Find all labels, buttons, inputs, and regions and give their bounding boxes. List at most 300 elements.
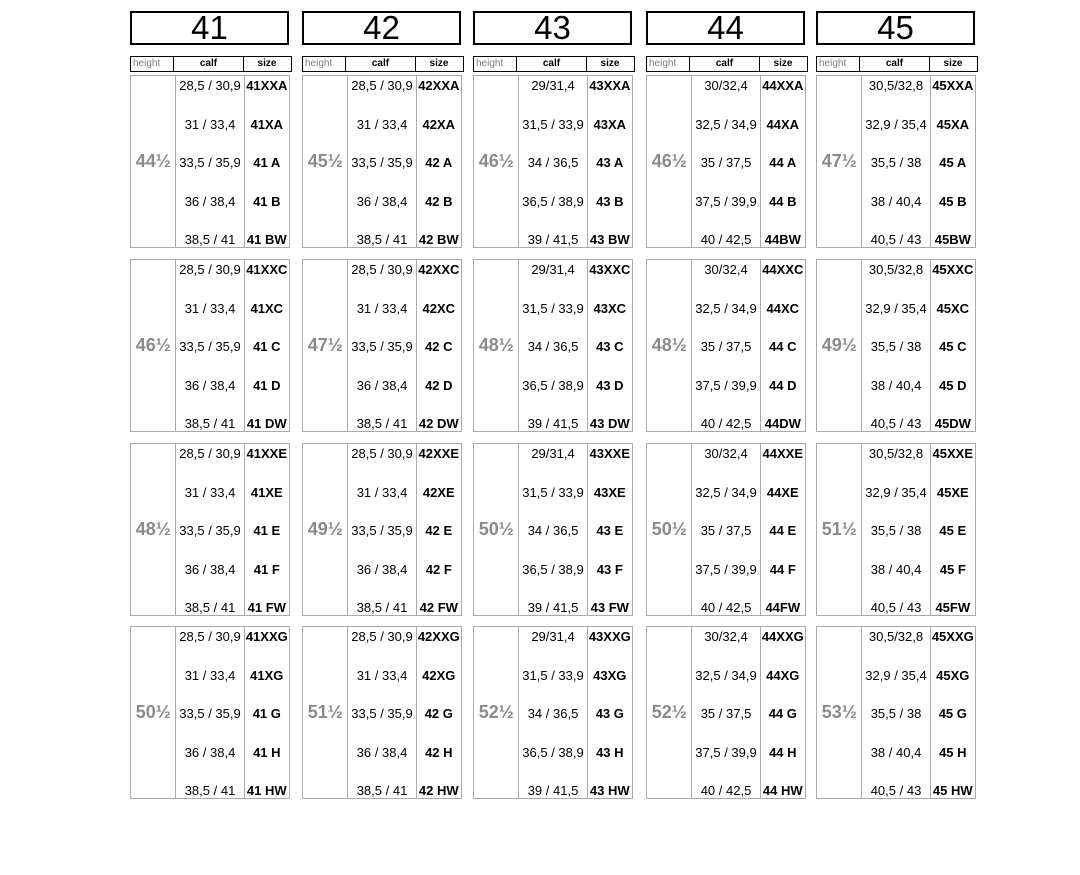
calf-column bbox=[176, 76, 244, 247]
height-value: 47½ bbox=[303, 260, 348, 431]
calf-column bbox=[692, 260, 760, 431]
calf-column bbox=[862, 260, 930, 431]
calf-column bbox=[176, 627, 244, 798]
column-header bbox=[646, 56, 808, 72]
size-code: 43XXE bbox=[589, 446, 631, 461]
size-code: 44XE bbox=[766, 485, 799, 500]
calf-range: 36 / 38,4 bbox=[356, 378, 408, 393]
size-code: 43 F bbox=[596, 562, 623, 577]
size-code: 44 G bbox=[768, 706, 797, 721]
size-code: 44XXG bbox=[761, 629, 804, 644]
calf-range: 31 / 33,4 bbox=[356, 668, 408, 683]
size-code: 43 B bbox=[596, 194, 624, 209]
height-value: 45½ bbox=[303, 76, 348, 247]
size-code: 42XE bbox=[422, 485, 455, 500]
calf-range: 38,5 / 41 bbox=[184, 416, 236, 431]
calf-range: 29/31,4 bbox=[531, 78, 575, 93]
calf-range: 36 / 38,4 bbox=[356, 194, 408, 209]
size-block bbox=[816, 75, 976, 248]
size-code-column bbox=[931, 444, 975, 615]
calf-range: 30/32,4 bbox=[704, 78, 748, 93]
calf-range: 33,5 / 35,9 bbox=[179, 339, 241, 354]
size-code: 43XE bbox=[593, 485, 626, 500]
size-code: 41 E bbox=[253, 523, 281, 538]
size-code: 42 F bbox=[425, 562, 452, 577]
size-code: 44 H bbox=[769, 745, 797, 760]
calf-range: 33,5 / 35,9 bbox=[351, 523, 413, 538]
calf-column bbox=[692, 627, 760, 798]
size-code: 41 C bbox=[253, 339, 281, 354]
column-title: 41 bbox=[130, 11, 289, 45]
size-code: 44XA bbox=[766, 117, 800, 132]
calf-range: 39 / 41,5 bbox=[527, 783, 579, 798]
size-code: 45XA bbox=[936, 117, 970, 132]
calf-column bbox=[862, 76, 930, 247]
calf-range: 30,5/32,8 bbox=[868, 262, 924, 277]
header-calf: calf bbox=[174, 57, 244, 71]
size-code-column bbox=[245, 627, 289, 798]
size-code: 44XXC bbox=[762, 262, 804, 277]
calf-range: 31 / 33,4 bbox=[356, 301, 408, 316]
size-code: 41XXA bbox=[246, 78, 288, 93]
size-code: 45XG bbox=[936, 668, 970, 683]
calf-range: 31 / 33,4 bbox=[184, 301, 236, 316]
size-code: 45XXE bbox=[932, 446, 974, 461]
header-calf: calf bbox=[346, 57, 416, 71]
calf-range: 28,5 / 30,9 bbox=[179, 446, 241, 461]
calf-range: 32,5 / 34,9 bbox=[695, 485, 757, 500]
column-header bbox=[473, 56, 635, 72]
calf-range: 38,5 / 41 bbox=[356, 416, 408, 431]
calf-range: 38,5 / 41 bbox=[184, 232, 236, 247]
size-code: 45 F bbox=[939, 562, 966, 577]
calf-range: 33,5 / 35,9 bbox=[179, 155, 241, 170]
size-code-column bbox=[931, 260, 975, 431]
calf-range: 33,5 / 35,9 bbox=[351, 706, 413, 721]
size-code: 45 C bbox=[939, 339, 967, 354]
column-title: 45 bbox=[816, 11, 975, 45]
size-code: 43XG bbox=[593, 668, 627, 683]
calf-range: 36 / 38,4 bbox=[356, 745, 408, 760]
size-block bbox=[130, 443, 290, 616]
calf-range: 35,5 / 38 bbox=[870, 339, 922, 354]
calf-range: 31,5 / 33,9 bbox=[522, 301, 584, 316]
calf-range: 35 / 37,5 bbox=[700, 523, 752, 538]
calf-range: 40 / 42,5 bbox=[700, 783, 752, 798]
calf-range: 37,5 / 39,9 bbox=[695, 745, 757, 760]
size-code: 43XXA bbox=[589, 78, 631, 93]
calf-range: 36 / 38,4 bbox=[184, 378, 236, 393]
calf-range: 36 / 38,4 bbox=[356, 562, 408, 577]
calf-range: 31,5 / 33,9 bbox=[522, 668, 584, 683]
calf-column bbox=[348, 627, 416, 798]
size-block bbox=[473, 75, 633, 248]
size-code-column bbox=[245, 76, 289, 247]
calf-range: 35 / 37,5 bbox=[700, 706, 752, 721]
header-size: size bbox=[429, 58, 449, 69]
calf-column bbox=[692, 76, 760, 247]
size-code-column bbox=[761, 627, 805, 798]
calf-range: 38,5 / 41 bbox=[356, 783, 408, 798]
height-value: 50½ bbox=[474, 444, 519, 615]
size-code: 42XXA bbox=[418, 78, 460, 93]
size-code: 41XA bbox=[250, 117, 284, 132]
size-block bbox=[816, 443, 976, 616]
calf-range: 32,9 / 35,4 bbox=[865, 117, 927, 132]
size-block bbox=[816, 259, 976, 432]
calf-range: 38,5 / 41 bbox=[184, 600, 236, 615]
calf-range: 38,5 / 41 bbox=[356, 232, 408, 247]
height-value: 46½ bbox=[647, 76, 692, 247]
size-code: 41XC bbox=[250, 301, 284, 316]
height-value: 48½ bbox=[474, 260, 519, 431]
size-code: 41 H bbox=[253, 745, 281, 760]
calf-range: 36,5 / 38,9 bbox=[522, 562, 584, 577]
calf-range: 29/31,4 bbox=[531, 629, 575, 644]
size-code: 41 F bbox=[253, 562, 280, 577]
height-value: 51½ bbox=[303, 627, 348, 798]
size-code: 42XG bbox=[422, 668, 456, 683]
calf-range: 28,5 / 30,9 bbox=[351, 629, 413, 644]
calf-range: 38 / 40,4 bbox=[870, 194, 922, 209]
size-block bbox=[302, 75, 462, 248]
header-height: height bbox=[303, 57, 346, 71]
calf-range: 33,5 / 35,9 bbox=[179, 523, 241, 538]
calf-range: 35 / 37,5 bbox=[700, 339, 752, 354]
size-code-column bbox=[931, 76, 975, 247]
size-code: 45XXC bbox=[932, 262, 974, 277]
calf-range: 31 / 33,4 bbox=[356, 485, 408, 500]
calf-range: 40 / 42,5 bbox=[700, 600, 752, 615]
calf-range: 31,5 / 33,9 bbox=[522, 485, 584, 500]
calf-range: 32,9 / 35,4 bbox=[865, 668, 927, 683]
size-code-column bbox=[417, 76, 461, 247]
calf-range: 32,5 / 34,9 bbox=[695, 301, 757, 316]
calf-range: 34 / 36,5 bbox=[527, 155, 579, 170]
calf-column bbox=[348, 444, 416, 615]
calf-range: 31 / 33,4 bbox=[184, 117, 236, 132]
header-height: height bbox=[647, 57, 690, 71]
size-code-column bbox=[417, 627, 461, 798]
size-code: 41XXG bbox=[245, 629, 288, 644]
size-code: 43 BW bbox=[589, 232, 630, 247]
calf-column bbox=[519, 260, 587, 431]
size-code-column bbox=[588, 76, 632, 247]
size-code: 45 B bbox=[939, 194, 967, 209]
size-code: 42 H bbox=[425, 745, 453, 760]
size-code: 43XA bbox=[593, 117, 627, 132]
calf-range: 30/32,4 bbox=[704, 446, 748, 461]
header-size: size bbox=[943, 58, 963, 69]
size-code: 41 B bbox=[253, 194, 281, 209]
size-code: 45 D bbox=[939, 378, 967, 393]
size-code-column bbox=[761, 76, 805, 247]
size-code: 43 E bbox=[596, 523, 624, 538]
height-value: 44½ bbox=[131, 76, 176, 247]
calf-range: 35,5 / 38 bbox=[870, 523, 922, 538]
calf-range: 34 / 36,5 bbox=[527, 339, 579, 354]
size-block bbox=[302, 626, 462, 799]
calf-range: 29/31,4 bbox=[531, 446, 575, 461]
calf-range: 38 / 40,4 bbox=[870, 378, 922, 393]
size-code: 44 C bbox=[769, 339, 797, 354]
size-code: 43XC bbox=[593, 301, 627, 316]
calf-range: 38 / 40,4 bbox=[870, 745, 922, 760]
size-code: 41XXC bbox=[246, 262, 288, 277]
size-code: 44XXE bbox=[762, 446, 804, 461]
column-title: 44 bbox=[646, 11, 805, 45]
size-code: 43 H bbox=[596, 745, 624, 760]
calf-range: 30/32,4 bbox=[704, 262, 748, 277]
size-code: 43XXG bbox=[588, 629, 631, 644]
size-code-column bbox=[931, 627, 975, 798]
header-calf: calf bbox=[860, 57, 930, 71]
calf-range: 31 / 33,4 bbox=[356, 117, 408, 132]
calf-range: 36,5 / 38,9 bbox=[522, 194, 584, 209]
size-block bbox=[646, 443, 806, 616]
size-code: 41XE bbox=[250, 485, 283, 500]
size-code: 44BW bbox=[764, 232, 801, 247]
size-code-column bbox=[588, 260, 632, 431]
calf-range: 40 / 42,5 bbox=[700, 416, 752, 431]
size-code: 44 F bbox=[769, 562, 796, 577]
size-code: 45 E bbox=[939, 523, 967, 538]
calf-column bbox=[862, 444, 930, 615]
calf-range: 36,5 / 38,9 bbox=[522, 745, 584, 760]
height-value: 48½ bbox=[131, 444, 176, 615]
height-value: 52½ bbox=[474, 627, 519, 798]
calf-range: 31 / 33,4 bbox=[184, 485, 236, 500]
height-value: 48½ bbox=[647, 260, 692, 431]
calf-range: 40,5 / 43 bbox=[870, 783, 922, 798]
size-code: 42 A bbox=[425, 155, 453, 170]
header-height: height bbox=[474, 57, 517, 71]
size-block bbox=[130, 259, 290, 432]
size-code-column bbox=[417, 260, 461, 431]
calf-range: 37,5 / 39,9 bbox=[695, 562, 757, 577]
size-code: 42 G bbox=[424, 706, 453, 721]
size-block bbox=[473, 626, 633, 799]
calf-range: 36 / 38,4 bbox=[184, 194, 236, 209]
size-block bbox=[646, 259, 806, 432]
size-code: 42XXG bbox=[417, 629, 460, 644]
calf-range: 34 / 36,5 bbox=[527, 523, 579, 538]
calf-range: 29/31,4 bbox=[531, 262, 575, 277]
size-code: 44XXA bbox=[762, 78, 804, 93]
size-code-column bbox=[761, 444, 805, 615]
calf-column bbox=[176, 260, 244, 431]
size-code: 44 E bbox=[769, 523, 797, 538]
size-code-column bbox=[761, 260, 805, 431]
height-value: 49½ bbox=[303, 444, 348, 615]
size-code: 43 G bbox=[595, 706, 624, 721]
size-code: 45XC bbox=[936, 301, 970, 316]
size-code: 42 BW bbox=[418, 232, 459, 247]
size-code: 42 HW bbox=[418, 783, 459, 798]
calf-range: 40,5 / 43 bbox=[870, 600, 922, 615]
size-code: 42XXE bbox=[418, 446, 460, 461]
size-block bbox=[130, 75, 290, 248]
height-value: 47½ bbox=[817, 76, 862, 247]
size-code: 41 D bbox=[253, 378, 281, 393]
calf-range: 28,5 / 30,9 bbox=[179, 262, 241, 277]
height-value: 52½ bbox=[647, 627, 692, 798]
calf-column bbox=[348, 260, 416, 431]
calf-column bbox=[862, 627, 930, 798]
size-code: 45XXA bbox=[932, 78, 974, 93]
size-code: 43 FW bbox=[590, 600, 629, 615]
height-value: 46½ bbox=[474, 76, 519, 247]
size-code: 45XE bbox=[936, 485, 969, 500]
calf-range: 38,5 / 41 bbox=[184, 783, 236, 798]
header-height: height bbox=[131, 57, 174, 71]
calf-column bbox=[692, 444, 760, 615]
height-value: 53½ bbox=[817, 627, 862, 798]
calf-range: 28,5 / 30,9 bbox=[351, 78, 413, 93]
size-code: 44 D bbox=[769, 378, 797, 393]
calf-range: 32,5 / 34,9 bbox=[695, 668, 757, 683]
calf-range: 28,5 / 30,9 bbox=[351, 446, 413, 461]
size-code: 42 B bbox=[425, 194, 453, 209]
calf-range: 38 / 40,4 bbox=[870, 562, 922, 577]
size-code: 45FW bbox=[935, 600, 971, 615]
calf-range: 37,5 / 39,9 bbox=[695, 194, 757, 209]
size-block bbox=[302, 443, 462, 616]
calf-range: 39 / 41,5 bbox=[527, 416, 579, 431]
size-block bbox=[473, 259, 633, 432]
calf-range: 35,5 / 38 bbox=[870, 706, 922, 721]
size-code: 44 A bbox=[769, 155, 797, 170]
size-block bbox=[816, 626, 976, 799]
calf-range: 32,9 / 35,4 bbox=[865, 485, 927, 500]
calf-column bbox=[176, 444, 244, 615]
size-code: 41XG bbox=[250, 668, 284, 683]
size-code: 41 BW bbox=[246, 232, 287, 247]
calf-range: 30/32,4 bbox=[704, 629, 748, 644]
height-value: 46½ bbox=[131, 260, 176, 431]
size-code: 41 G bbox=[252, 706, 281, 721]
calf-range: 32,5 / 34,9 bbox=[695, 117, 757, 132]
size-code: 45 A bbox=[939, 155, 967, 170]
calf-range: 38,5 / 41 bbox=[356, 600, 408, 615]
size-code-column bbox=[245, 260, 289, 431]
size-code: 44 B bbox=[769, 194, 797, 209]
calf-range: 40 / 42,5 bbox=[700, 232, 752, 247]
header-size: size bbox=[257, 58, 277, 69]
size-code: 42 DW bbox=[418, 416, 459, 431]
size-code: 44FW bbox=[765, 600, 801, 615]
size-code: 44 HW bbox=[762, 783, 803, 798]
height-value: 50½ bbox=[131, 627, 176, 798]
calf-range: 31,5 / 33,9 bbox=[522, 117, 584, 132]
size-block bbox=[646, 75, 806, 248]
size-code: 42 E bbox=[425, 523, 453, 538]
height-value: 49½ bbox=[817, 260, 862, 431]
calf-range: 32,9 / 35,4 bbox=[865, 301, 927, 316]
size-code: 45 G bbox=[938, 706, 967, 721]
size-code: 41 HW bbox=[246, 783, 287, 798]
size-code-column bbox=[588, 627, 632, 798]
size-code: 42 C bbox=[425, 339, 453, 354]
size-code: 42 FW bbox=[419, 600, 458, 615]
size-code: 45BW bbox=[934, 232, 971, 247]
header-height: height bbox=[817, 57, 860, 71]
column-header bbox=[816, 56, 978, 72]
calf-range: 36 / 38,4 bbox=[184, 745, 236, 760]
calf-range: 36 / 38,4 bbox=[184, 562, 236, 577]
size-code: 41 A bbox=[253, 155, 281, 170]
calf-range: 30,5/32,8 bbox=[868, 446, 924, 461]
column-header bbox=[302, 56, 464, 72]
calf-column bbox=[519, 76, 587, 247]
height-value: 50½ bbox=[647, 444, 692, 615]
size-code: 41 FW bbox=[247, 600, 286, 615]
size-code: 41XXE bbox=[246, 446, 288, 461]
size-code: 43 A bbox=[596, 155, 624, 170]
size-code: 44XC bbox=[766, 301, 800, 316]
calf-range: 39 / 41,5 bbox=[527, 232, 579, 247]
size-code-column bbox=[245, 444, 289, 615]
size-block bbox=[302, 259, 462, 432]
size-block bbox=[130, 626, 290, 799]
calf-range: 40,5 / 43 bbox=[870, 416, 922, 431]
calf-range: 30,5/32,8 bbox=[868, 629, 924, 644]
size-code: 42XXC bbox=[418, 262, 460, 277]
size-code: 42 D bbox=[425, 378, 453, 393]
calf-range: 35,5 / 38 bbox=[870, 155, 922, 170]
calf-range: 34 / 36,5 bbox=[527, 706, 579, 721]
size-block bbox=[646, 626, 806, 799]
size-code: 43 D bbox=[596, 378, 624, 393]
size-code: 45DW bbox=[934, 416, 971, 431]
size-code: 44DW bbox=[764, 416, 801, 431]
size-code-column bbox=[588, 444, 632, 615]
size-code: 43 DW bbox=[589, 416, 630, 431]
calf-range: 30,5/32,8 bbox=[868, 78, 924, 93]
calf-range: 33,5 / 35,9 bbox=[351, 339, 413, 354]
size-code: 45 HW bbox=[932, 783, 973, 798]
calf-column bbox=[519, 444, 587, 615]
calf-range: 31 / 33,4 bbox=[184, 668, 236, 683]
size-code: 45 H bbox=[939, 745, 967, 760]
calf-range: 33,5 / 35,9 bbox=[179, 706, 241, 721]
calf-range: 33,5 / 35,9 bbox=[351, 155, 413, 170]
calf-range: 37,5 / 39,9 bbox=[695, 378, 757, 393]
header-calf: calf bbox=[517, 57, 587, 71]
header-calf: calf bbox=[690, 57, 760, 71]
column-title: 43 bbox=[473, 11, 632, 45]
calf-range: 40,5 / 43 bbox=[870, 232, 922, 247]
size-code: 42XC bbox=[422, 301, 456, 316]
calf-column bbox=[519, 627, 587, 798]
calf-range: 28,5 / 30,9 bbox=[179, 78, 241, 93]
size-block bbox=[473, 443, 633, 616]
calf-range: 28,5 / 30,9 bbox=[179, 629, 241, 644]
calf-range: 28,5 / 30,9 bbox=[351, 262, 413, 277]
size-code: 44XG bbox=[766, 668, 800, 683]
size-code: 41 DW bbox=[246, 416, 287, 431]
calf-column bbox=[348, 76, 416, 247]
size-code: 43 HW bbox=[589, 783, 630, 798]
height-value: 51½ bbox=[817, 444, 862, 615]
column-header bbox=[130, 56, 292, 72]
calf-range: 36,5 / 38,9 bbox=[522, 378, 584, 393]
size-code-column bbox=[417, 444, 461, 615]
calf-range: 35 / 37,5 bbox=[700, 155, 752, 170]
size-code: 43XXC bbox=[589, 262, 631, 277]
calf-range: 39 / 41,5 bbox=[527, 600, 579, 615]
header-size: size bbox=[773, 58, 793, 69]
